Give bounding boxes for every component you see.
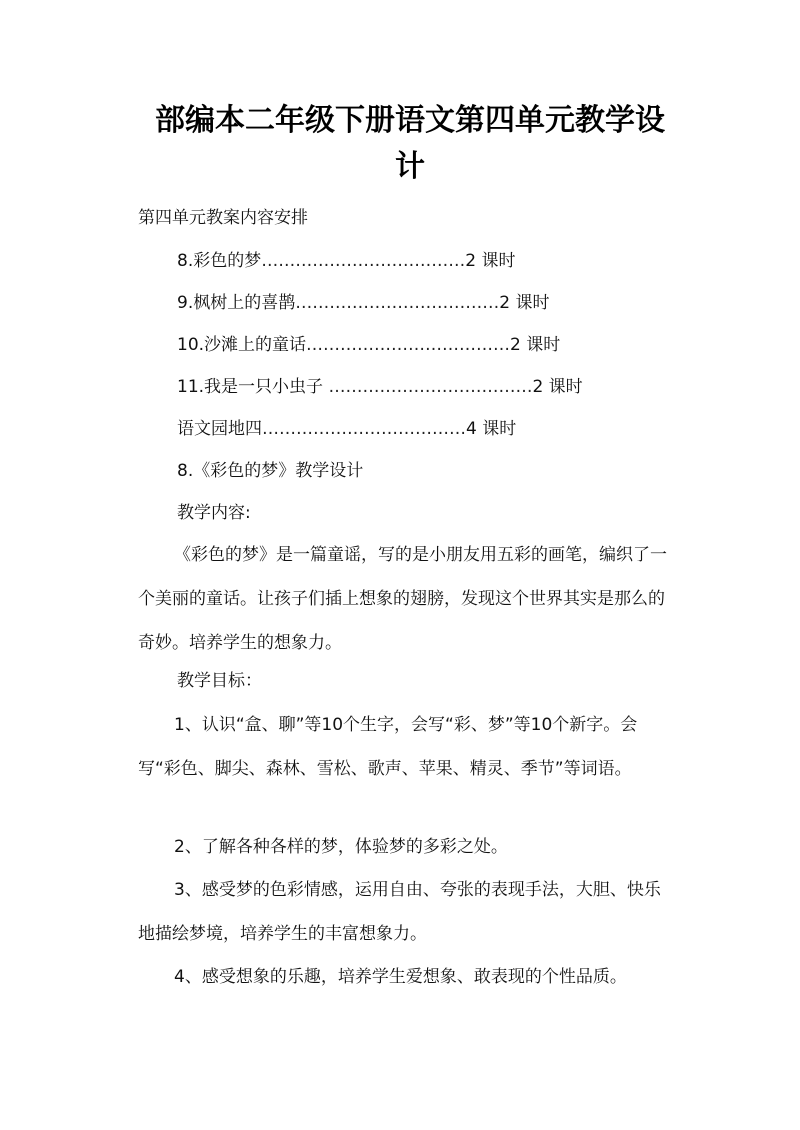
goal-item: 1、认识“盒、聊”等10个生字，会写“彩、梦”等10个新字。会写“彩色、脚尖、森林、雪松、歌声、苹果、精灵、季节”等词语。 bbox=[138, 715, 638, 779]
toc-item-title: 11.我是一只小虫子 bbox=[177, 377, 329, 397]
toc-leader-dots: ……………………………… bbox=[261, 251, 466, 271]
toc-item bbox=[177, 376, 583, 398]
goal-item: 2、了解各种各样的梦，体验梦的多彩之处。 bbox=[174, 837, 508, 857]
section-heading: 第四单元教案内容安排 bbox=[138, 208, 308, 228]
toc-item-title: 9.枫树上的喜鹊 bbox=[177, 293, 296, 313]
toc-item bbox=[177, 292, 549, 314]
content-label: 教学内容: bbox=[177, 503, 251, 523]
goals-label: 教学目标： bbox=[177, 671, 262, 691]
toc-leader-dots: ……………………………… bbox=[328, 377, 533, 397]
toc-item-hours: 2 课时 bbox=[465, 251, 516, 271]
content-paragraph: 《彩色的梦》是一篇童谣，写的是小朋友用五彩的画笔，编织了一个美丽的童话。让孩子们插上想象的翅膀，发现这个世界其实是那么的奇妙。培养学生的想象力。 bbox=[138, 545, 667, 653]
toc-item-hours: 2 课时 bbox=[532, 377, 583, 397]
lesson-title: 8.《彩色的梦》教学设计 bbox=[177, 461, 364, 481]
toc-item-title: 8.彩色的梦 bbox=[177, 251, 262, 271]
toc-item bbox=[177, 418, 516, 440]
toc-leader-dots: ……………………………… bbox=[295, 293, 500, 313]
toc-leader-dots: ……………………………… bbox=[306, 335, 511, 355]
toc-item bbox=[177, 250, 515, 272]
toc-item-title: 语文园地四 bbox=[177, 419, 262, 439]
goal-item: 4、感受想象的乐趣，培养学生爱想象、敢表现的个性品质。 bbox=[174, 967, 627, 987]
page-title: 部编本二年级下册语文第四单元教学设计 bbox=[155, 103, 665, 184]
toc-item-hours: 2 课时 bbox=[499, 293, 550, 313]
toc-item-hours: 2 课时 bbox=[510, 335, 561, 355]
toc-leader-dots: ……………………………… bbox=[262, 419, 466, 439]
toc-item bbox=[177, 334, 560, 356]
toc-item-title: 10.沙滩上的童话 bbox=[177, 335, 307, 355]
goal-item: 3、感受梦的色彩情感，运用自由、夸张的表现手法，大胆、快乐地描绘梦境，培养学生的丰富想象力。 bbox=[138, 880, 661, 944]
toc-item-hours: 4 课时 bbox=[466, 419, 517, 439]
